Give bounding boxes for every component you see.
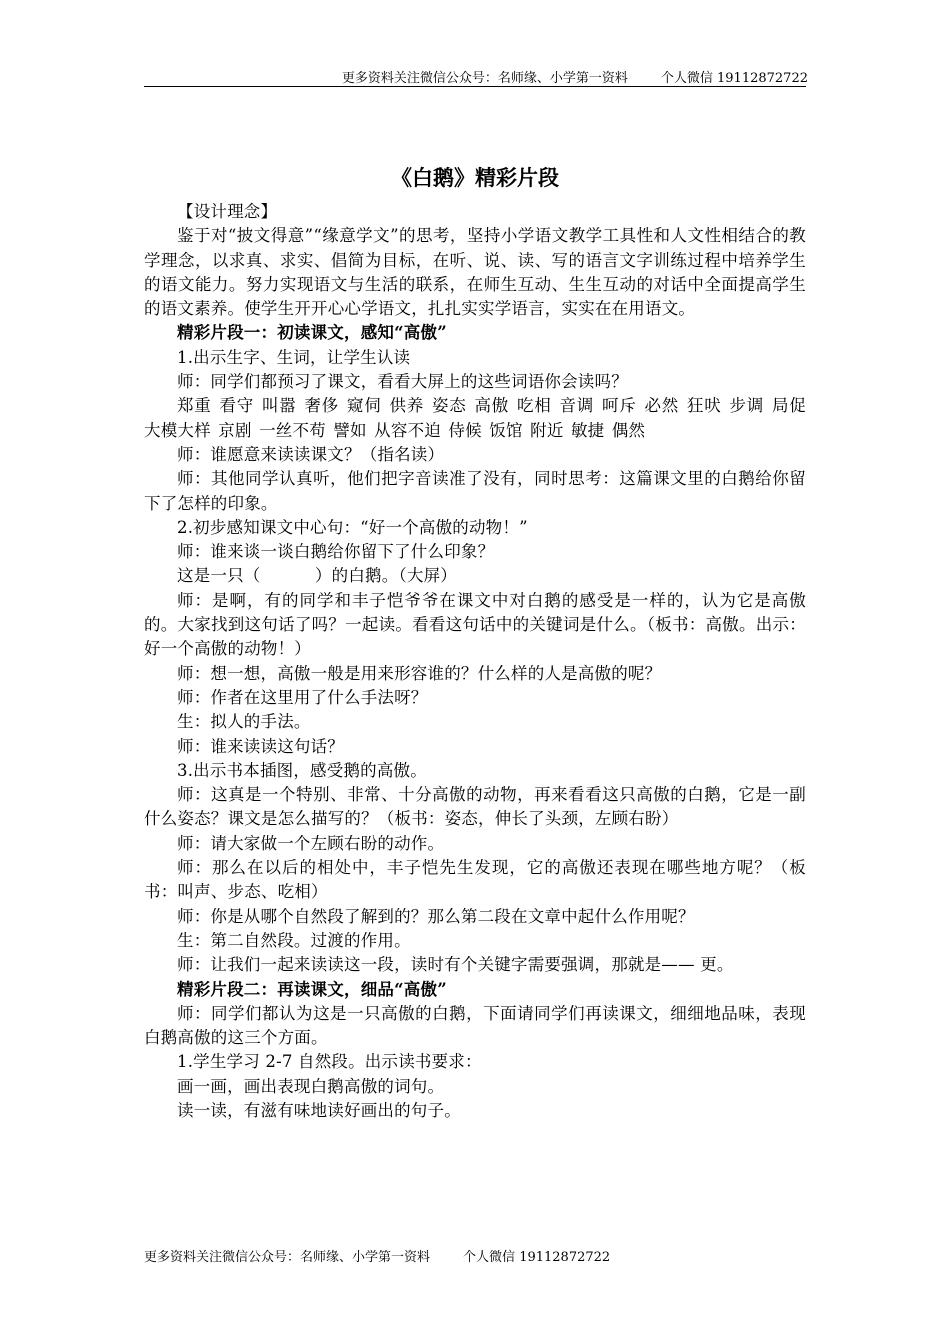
paragraph: 鉴于对“披文得意”“缘意学文”的思考，坚持小学语文教学工具性和人文性相结合的教学理念，以求真、求实、倡简为目标，在听、说、读、写的语言文字训练过程中培养学生的语文能力。努力实现语文与生活的联系，在师生互动、生生互动的对话中全面提高学生的语文素养。使学生开开心心学语文，扎扎实实学语言，实实在在用语文。: [144, 226, 806, 319]
paragraph: 师：谁来谈一谈白鹅给你留下了什么印象？: [177, 542, 495, 562]
paragraph: 1.学生学习 2-7 自然段。出示读书要求：: [177, 1052, 482, 1072]
document-title: 《白鹅》精彩片段: [391, 165, 559, 190]
paragraph: 读一读，有滋有味地读好画出的句子。: [177, 1100, 461, 1120]
paragraph: 师：谁来读读这句话？: [177, 736, 344, 756]
paragraph: 生：第二自然段。过渡的作用。: [177, 930, 411, 950]
page-header: 更多资料关注微信公众号：名师缘、小学第一资料 个人微信 19112872722: [341, 71, 808, 86]
header-divider: [144, 86, 806, 87]
vocabulary-list: 郑重 看守 叫嚣 奢侈 窥伺 供养 姿态 高傲 吃相 音调 呵斥 必然 狂吠 步调 局促 大模大样 京剧 一丝不苟 譬如 从容不迫 侍候 饭馆 附近 敏捷 偶然: [144, 396, 806, 440]
section-label: 【设计理念】: [177, 202, 278, 221]
page-footer: 更多资料关注微信公众号：名师缘、小学第一资料 个人微信 19112872722: [144, 1250, 611, 1265]
section-heading: 精彩片段二：再读课文，细品“高傲”: [177, 979, 447, 999]
paragraph: 这是一只（ ）的白鹅。（大屏）: [177, 566, 457, 586]
paragraph: 师：同学们都预习了课文，看看大屏上的这些词语你会读吗？: [177, 372, 628, 392]
paragraph: 3.出示书本插图，感受鹅的高傲。: [177, 760, 427, 780]
paragraph: 生：拟人的手法。: [177, 712, 311, 732]
paragraph: 师：同学们都认为这是一只高傲的白鹅，下面请同学们再读课文，细细地品味，表现白鹅高傲的这三个方面。: [144, 1003, 806, 1048]
document-body: [144, 200, 806, 1123]
paragraph: 2.初步感知课文中心句：“好一个高傲的动物！”: [177, 517, 528, 537]
paragraph: 师：作者在这里用了什么手法呀？: [177, 687, 428, 707]
paragraph: 师：其他同学认真听，他们把字音读准了没有，同时思考：这篇课文里的白鹅给你留下了怎样的印象。: [144, 469, 806, 513]
paragraph: 师：是啊，有的同学和丰子恺爷爷在课文中对白鹅的感受是一样的，认为它是高傲的。大家找到这句话了吗？一起读。看看这句话中的关键词是什么。（板书：高傲。出示：好一个高傲的动物！）: [144, 590, 806, 659]
paragraph: 师：想一想，高傲一般是用来形容谁的？什么样的人是高傲的呢？: [177, 663, 662, 683]
paragraph: 1.出示生字、生词，让学生认读: [177, 347, 411, 367]
paragraph: 师：那么在以后的相处中，丰子恺先生发现，它的高傲还表现在哪些地方呢？（板书：叫声、步态、吃相）: [144, 858, 806, 902]
paragraph: 师：请大家做一个左顾右盼的动作。: [177, 833, 445, 853]
paragraph: 师：你是从哪个自然段了解到的？那么第二段在文章中起什么作用呢？: [177, 906, 695, 926]
paragraph: 师：这真是一个特别、非常、十分高傲的动物，再来看看这只高傲的白鹅，它是一副什么姿态？课文是怎么描写的？（板书：姿态，伸长了头颈，左顾右盼）: [144, 785, 806, 829]
paragraph: 师：让我们一起来读读这一段，读时有个关键字需要强调，那就是—— 更。: [177, 955, 734, 975]
paragraph: 师：谁愿意来读读课文？（指名读）: [177, 444, 445, 464]
section-heading: 精彩片段一：初读课文，感知“高傲”: [177, 323, 447, 343]
paragraph: 画一画，画出表现白鹅高傲的词句。: [177, 1076, 445, 1096]
